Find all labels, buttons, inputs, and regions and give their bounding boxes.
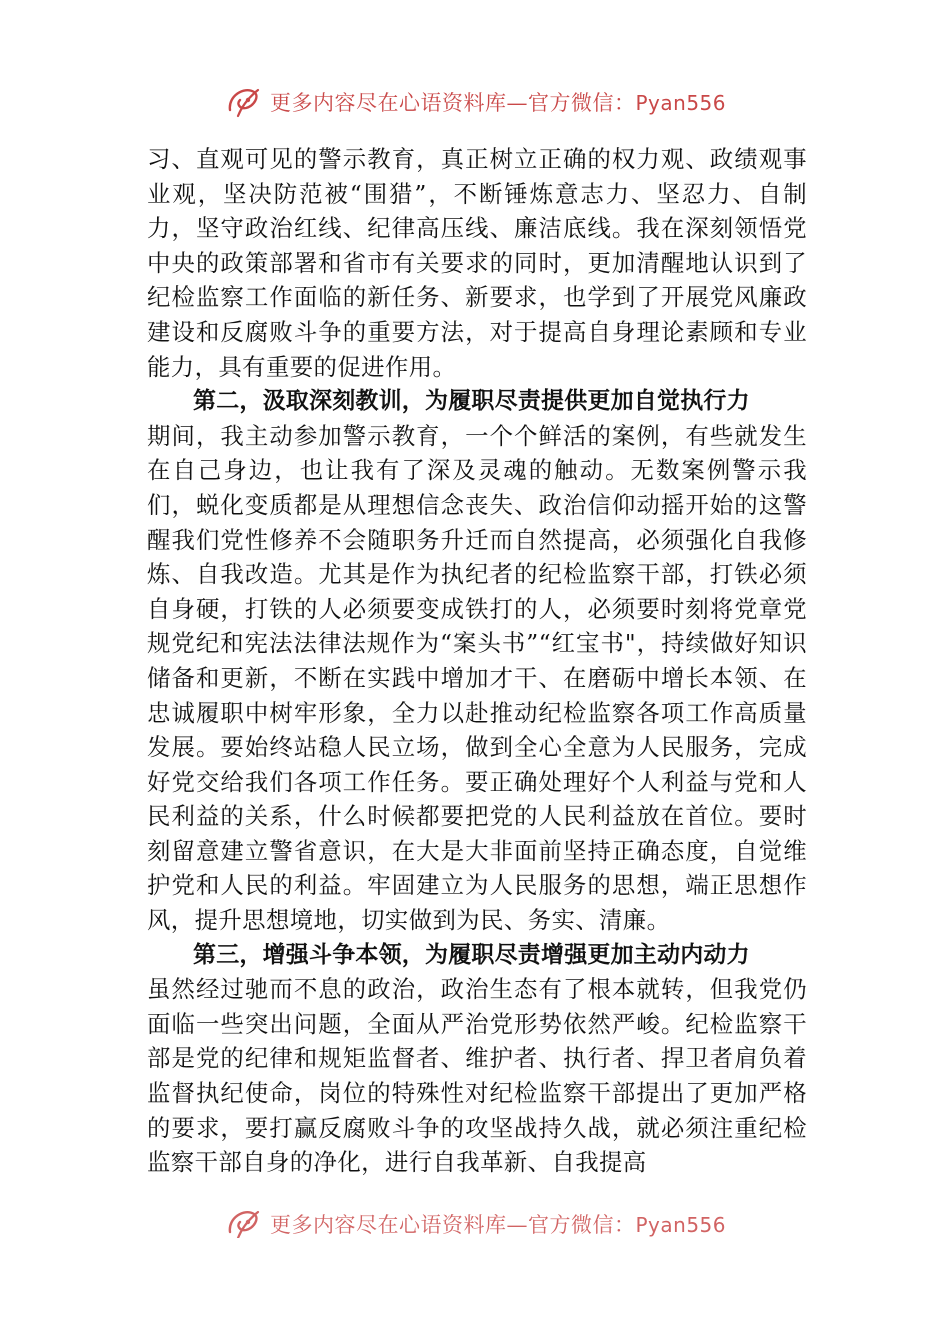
watermark-text: 更多内容尽在心语资料库—官方微信：Pyan556 <box>269 1213 726 1237</box>
watermark-footer <box>0 1204 950 1238</box>
section-heading: 第二，汲取深刻教训，为履职尽责提供更加自觉执行力 <box>193 388 750 415</box>
section-heading: 第三，增强斗争本领，为履职尽责增强更加主动内动力 <box>193 941 750 968</box>
body-paragraph: 虽然经过驰而不息的政治，政治生态有了根本就转，但我党仍面临一些突出问题，全面从严治党形势依然严峻。纪检监察干部是党的纪律和规矩监督者、维护者、执行者、捍卫者肩负着监督执纪使命，岗位的特殊性对纪检监察干部提出了更加严格的要求，要打赢反腐败斗争的攻坚战持久战，就必须注重纪检监察干部自身的净化，进行自我革新、自我提高 <box>147 975 807 1177</box>
signature-logo-icon <box>224 1204 264 1238</box>
watermark-header <box>0 82 950 122</box>
document-body <box>147 142 807 1180</box>
watermark-text: 更多内容尽在心语资料库—官方微信：Pyan556 <box>269 91 726 115</box>
signature-logo-icon <box>224 82 264 122</box>
body-paragraph: 习、直观可见的警示教育，真正树立正确的权力观、政绩观事业观，坚决防范被“围猎”，不断锤炼意志力、坚忍力、自制力，坚守政治红线、纪律高压线、廉洁底线。我在深刻领悟党中央的政策部署和省市有关要求的同时，更加清醒地认识到了纪检监察工作面临的新任务、新要求，也学到了开展党风廉政建设和反腐败斗争的重要方法，对于提高自身理论素顾和专业能力，具有重要的促进作用。 <box>147 145 807 381</box>
body-paragraph: 期间，我主动参加警示教育，一个个鲜活的案例，有些就发生在自己身边，也让我有了深及灵魂的触动。无数案例警示我们，蜕化变质都是从理想信念丧失、政治信仰动摇开始的这警醒我们党性修养不会随职务升迁而自然提高，必须强化自我修炼、自我改造。尤其是作为执纪者的纪检监察干部，打铁必须自身硬，打铁的人必须要变成铁打的人，必须要时刻将党章党规党纪和宪法法律法规作为“案头书”“红宝书"，持续做好知识储备和更新，不断在实践中增加才干、在磨砺中增长本领、在忠诚履职中树牢形象，全力以赴推动纪检监察各项工作高质量发展。要始终站稳人民立场，做到全心全意为人民服务，完成好党交给我们各项工作任务。要正确处理好个人利益与党和人民利益的关系，什么时候都要把党的人民利益放在首位。要时刻留意建立警省意识，在大是大非面前坚持正确态度，自觉维护党和人民的利益。牢固建立为人民服务的思想，端正思想作风，提升思想境地，切实做到为民、务实、清廉。 <box>147 421 807 935</box>
